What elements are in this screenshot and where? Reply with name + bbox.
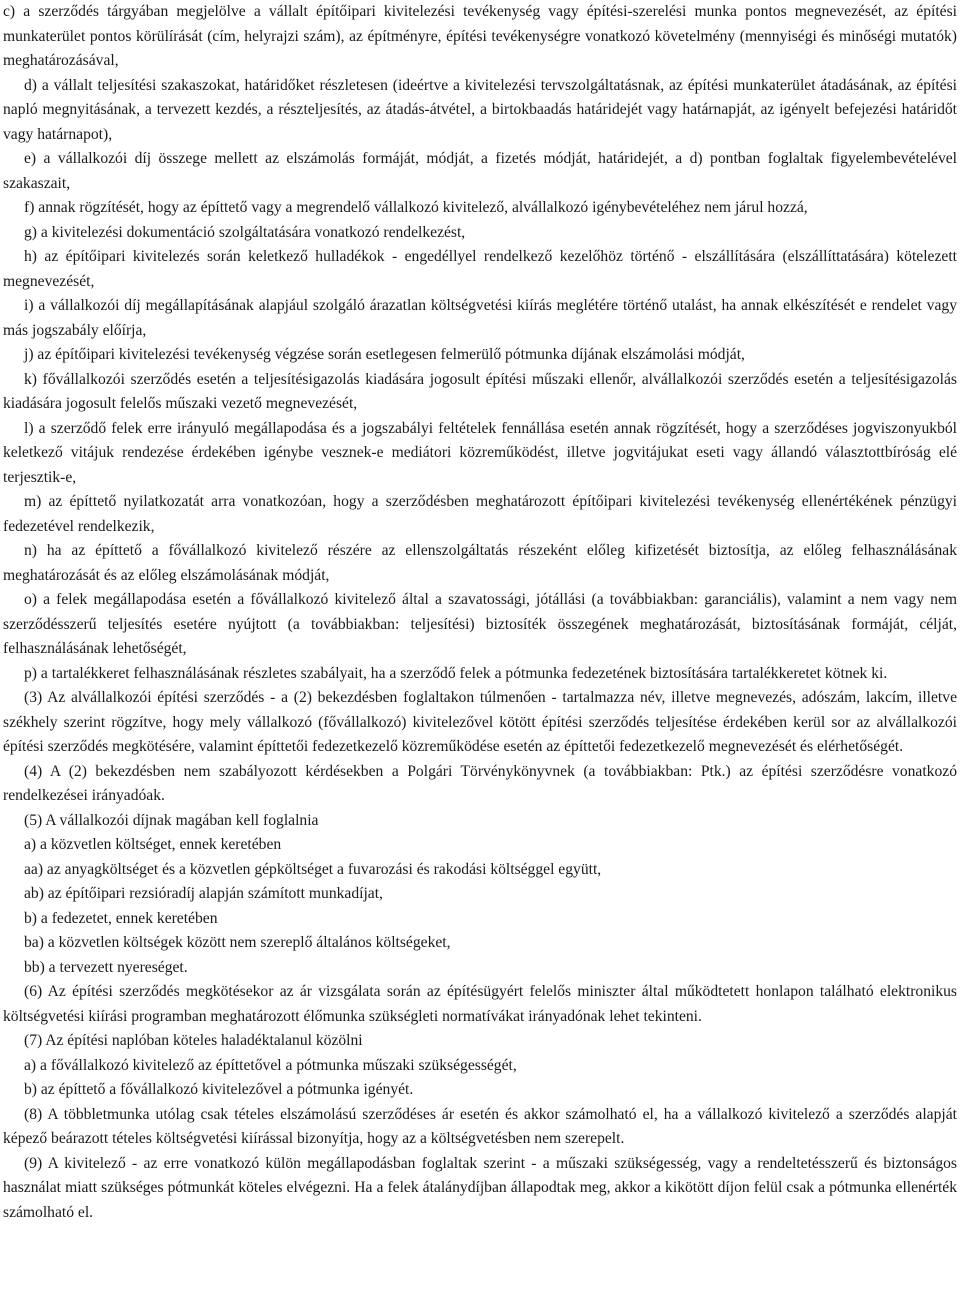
paragraph-5aa: aa) az anyagköltséget és a közvetlen gépköltséget a fuvarozási és rakodási költséggel együtt, xyxy=(24,860,602,878)
paragraph-7: (7) Az építési naplóban köteles haladéktalanul közölni xyxy=(24,1032,363,1049)
paragraph-2c: c) a szerződés tárgyában megjelölve a vállalt építőipari kivitelezési tevékenység vagy építési-szerelési munka pontos megnevezését, az építési munkaterület pontos körülírását (cím, helyrajzi szám), az építményre, építési tevékenységre vonatkozó követelmény (mennyiségi és minőségi mutatók) meghatározásával, xyxy=(3,3,957,69)
paragraph-9: (9) A kivitelező - az erre vonatkozó külön megállapodásban foglaltak szerint - a műszaki szükségesség, vagy a rendeltetésszerű és biztonságos használat miatt szükséges pótmunkát köteles elvégezni. Ha a felek átalánydíjban állapodtak meg, akkor a kikötött díjon felül csak a pótmunka ellenérték számolható el. xyxy=(3,1154,957,1221)
paragraph-2e: e) a vállalkozói díj összege mellett az elszámolás formáját, módját, a fizetés módját, határidejét, a d) pontban foglaltak figyelembevételével szakaszait, xyxy=(3,150,957,192)
paragraph-2j: j) az építőipari kivitelezési tevékenység végzése során esetlegesen felmerülő pótmunka díjának elszámolási módját, xyxy=(24,346,745,363)
paragraph-2p: p) a tartalékkeret felhasználásának részletes szabályait, ha a szerződő felek a pótmunka fedezetének biztosítására tartalékkeretet kötnek ki. xyxy=(24,664,888,682)
paragraph-2o: o) a felek megállapodása esetén a fővállalkozó kivitelező által a szavatossági, jótállási (a továbbiakban: garanciális), valamint a nem vagy nem szerződésszerű teljesítés esetére nyújtott (a továbbiakban: teljesítési) biztosíték összegének meghatározását, biztosításának formáját, célját, felhasználásának lehetőségét, xyxy=(3,591,957,657)
paragraph-5a: a) a közvetlen költséget, ennek keretében xyxy=(24,836,282,853)
paragraph-5bb: bb) a tervezett nyereséget. xyxy=(24,958,188,976)
paragraph-4: (4) A (2) bekezdésben nem szabályozott kérdésekben a Polgári Törvénykönyvnek (a továbbiakban: Ptk.) az építési szerződésre vonatkozó rendelkezései irányadóak. xyxy=(3,762,957,804)
paragraph-2h: h) az építőipari kivitelezés során keletkező hulladékok - engedéllyel rendelkező kezelőhöz történő - elszállítására (elszállíttatására) kötelezett megnevezését, xyxy=(3,248,957,290)
paragraph-2g: g) a kivitelezési dokumentáció szolgáltatására vonatkozó rendelkezést, xyxy=(24,223,466,241)
paragraph-7b: b) az építtető a fővállalkozó kivitelezővel a pótmunka igényét. xyxy=(24,1081,414,1098)
paragraph-7a: a) a fővállalkozó kivitelező az építtetővel a pótmunka műszaki szükségességét, xyxy=(24,1056,517,1074)
paragraph-6: (6) Az építési szerződés megkötésekor az ár vizsgálata során az építésügyért felelős miniszter által működtetett honlapon található elektronikus költségvetési kiírási programban meghatározott élőmunka szükségleti normatívákat irányadónak lehet tekinteni. xyxy=(3,983,957,1025)
paragraph-5ab: ab) az építőipari rezsióradíj alapján számított munkadíjat, xyxy=(24,885,383,902)
paragraph-2k: k) fővállalkozói szerződés esetén a teljesítésigazolás kiadására jogosult építési műszaki ellenőr, alvállalkozói szerződés esetén a teljesítésigazolás kiadására jogosult felelős műszaki vezető megnevezését, xyxy=(3,370,957,412)
paragraph-8: (8) A többletmunka utólag csak tételes elszámolású szerződéses ár esetén és akkor számolható el, ha a vállalkozó kivitelező a szerződés alapját képező beárazott tételes költségvetési kiírással bizonyítja, hogy az a költségvetésben nem szerepelt. xyxy=(3,1105,957,1147)
paragraph-3: (3) Az alvállalkozói építési szerződés - a (2) bekezdésben foglaltakon túlmenően - tartalmazza név, illetve megnevezés, adószám, lakcím, illetve székhely szerint rögzítve, hogy mely vállalkozó (fővállalkozó) kivitelezővel kötött építési szerződés teljesítése érdekében kerül sor az alvállalkozói építési szerződés megkötésére, valamint építtetői fedezetkezelő közreműködése esetén az építtetői fedezetkezelő megnevezését és elérhetőségét. xyxy=(3,689,957,755)
paragraph-2l: l) a szerződő felek erre irányuló megállapodása és a jogszabályi feltételek fennállása esetén annak rögzítését, hogy a szerződéses jogviszonyukból keletkező vitájuk rendezése érdekében igénybe vesznek-e mediátori közreműködést, illetve jogvitájukat eseti vagy állandó választottbíróság elé terjesztik-e, xyxy=(3,419,957,486)
paragraph-5b: b) a fedezetet, ennek keretében xyxy=(24,909,218,927)
paragraph-2i: i) a vállalkozói díj megállapításának alapjául szolgáló árazatlan költségvetési kiírás meglétére történő utalást, ha annak elkészítését e rendelet vagy más jogszabály előírja, xyxy=(3,297,957,339)
paragraph-5: (5) A vállalkozói díjnak magában kell foglalnia xyxy=(24,811,319,829)
paragraph-2d: d) a vállalt teljesítési szakaszokat, határidőket részletesen (ideértve a kivitelezési tervszolgáltatásnak, az építési munkaterület átadásának, az építési napló megnyitásának, a tervezett kezdés, a részteljesítés, az átadás-átvétel, a birtokbaadás határidejét vagy határnapját, az igényelt befejezési határidőt vagy határnapot), xyxy=(3,76,957,143)
paragraph-2m: m) az építtető nyilatkozatát arra vonatkozóan, hogy a szerződésben meghatározott építőipari kivitelezési tevékenység ellenértékének pénzügyi fedezetével rendelkezik, xyxy=(3,493,957,535)
paragraph-2f: f) annak rögzítését, hogy az építtető vagy a megrendelő vállalkozó kivitelező, alvállalkozó igénybevételéhez nem járul hozzá, xyxy=(24,199,808,216)
paragraph-2n: n) ha az építtető a fővállalkozó kivitelező részére az ellenszolgáltatás részeként előleg kifizetését biztosítja, az előleg felhasználásának meghatározását és az előleg elszámolásának módját, xyxy=(3,542,957,584)
paragraph-5ba: ba) a közvetlen költségek között nem szereplő általános költségeket, xyxy=(24,934,451,951)
